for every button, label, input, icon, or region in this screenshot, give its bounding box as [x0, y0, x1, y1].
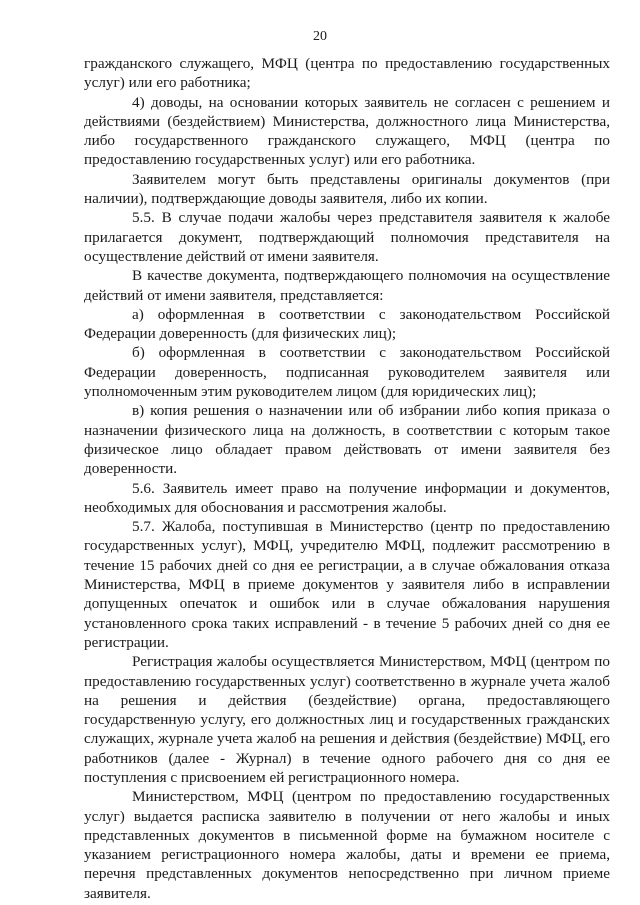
paragraph-item-a: а) оформленная в соответствии с законодательством Российской Федерации доверенность (для физических лиц); — [84, 305, 610, 343]
paragraph-item-v: в) копия решения о назначении или об избрании либо копия приказа о назначении физического лица на должность, в соответствии с которым такое физическое лицо обладает правом действовать от имени заявителя без доверенности. — [84, 402, 610, 478]
paragraph-receipt: Министерством, МФЦ (центром по предоставлению государственных услуг) выдается расписка заявителю в получении от него жалобы и иных представленных документов в письменной форме на бумажном носителе с указанием регистрационного номера жалобы, даты и времени ее приема, перечня представленных документов непосредственно при личном приеме заявителя. — [84, 788, 610, 902]
paragraph-continued: гражданского служащего, МФЦ (центра по предоставлению государственных услуг) или его работника; — [84, 55, 610, 92]
document-body — [84, 54, 610, 903]
paragraph-originals: Заявителем могут быть представлены оригиналы документов (при наличии), подтверждающие доводы заявителя, либо их копии. — [84, 170, 610, 208]
paragraph-authority-document: В качестве документа, подтверждающего полномочия на осуществление действий от имени заявителя, представляется: — [84, 267, 610, 304]
paragraph-5-5: 5.5. В случае подачи жалобы через представителя заявителя к жалобе прилагается документ, подтверждающий полномочия представителя на осуществление действий от имени заявителя. — [84, 209, 610, 265]
paragraph-registration: Регистрация жалобы осуществляется Министерством, МФЦ (центром по предоставлению государственных услуг) соответственно в журнале учета жалоб на решения и действия (бездействие) органа, предоставляющего государственную услугу, его должностных лиц и государственных гражданских служащих, журнале учета жалоб на решения и действия (бездействие) МФЦ, его работников (далее - Журнал) в течение одного рабочего дня со дня ее поступления с присвоением ей регистрационного номера. — [84, 653, 610, 786]
paragraph-5-6: 5.6. Заявитель имеет право на получение информации и документов, необходимых для обоснования и рассмотрения жалобы. — [84, 479, 610, 516]
paragraph-item-b: б) оформленная в соответствии с законодательством Российской Федерации доверенность, подписанная руководителем заявителя или уполномоченным этим руководителем лицом (для юридических лиц); — [84, 344, 610, 401]
paragraph-5-7: 5.7. Жалоба, поступившая в Министерство (центр по предоставлению государственных услуг), МФЦ, учредителю МФЦ, подлежит рассмотрению в течение 15 рабочих дней со дня ее регистрации, а в случае обжалования отказа Министерства, МФЦ в приеме документов у заявителя либо в исправлении допущенных опечаток и ошибок или в случае обжалования нарушения установленного срока таких исправлений - в течение 5 рабочих дней со дня ее регистрации. — [84, 518, 610, 651]
paragraph-item-4-arguments: 4) доводы, на основании которых заявитель не согласен с решением и действиями (бездействием) Министерства, должностного лица Министерства, либо государственного гражданского служащего, МФЦ (центра по предоставлению государственных услуг) или его работника. — [84, 93, 610, 169]
page-number: 20 — [313, 29, 327, 44]
